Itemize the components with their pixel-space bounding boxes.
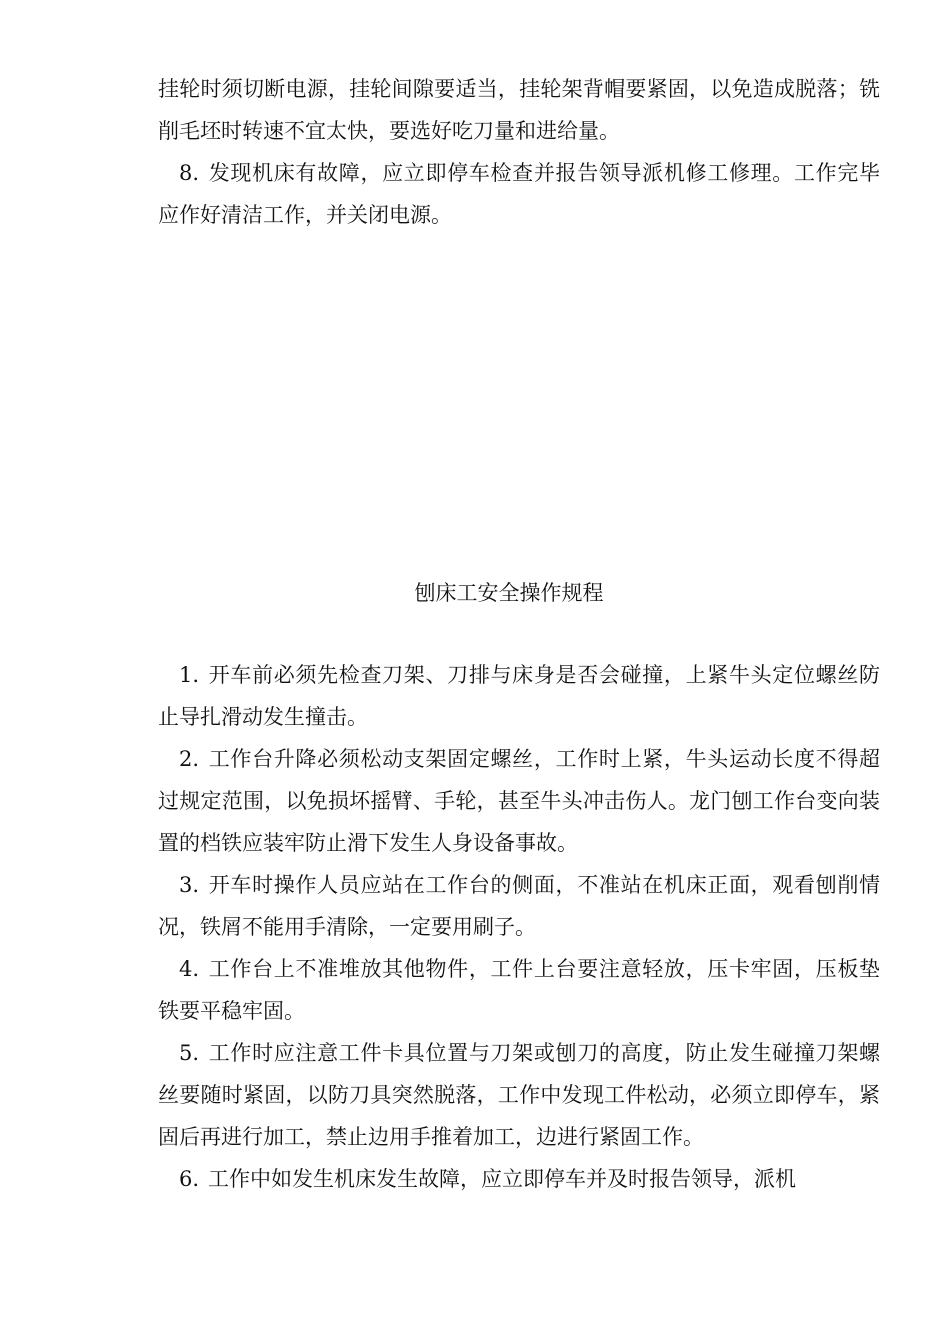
item-text: 发现机床有故障，应立即停车检查并报告领导派机修工修理。工作完毕应作好清洁工作，并关闭电源。 [158,161,880,227]
list-item [158,152,880,236]
list-item [158,1158,880,1200]
list-item [158,654,880,738]
continuation-paragraph: 挂轮时须切断电源，挂轮间隙要适当，挂轮架背帽要紧固，以免造成脱落；铣削毛坯时转速不宜太快，要选好吃刀量和进给量。 [158,77,880,143]
item-text: 工作中如发生机床发生故障，应立即停车并及时报告领导，派机 [208,1167,797,1191]
item-number: 1. [179,663,200,687]
list-item [158,1032,880,1158]
item-text: 工作台上不准堆放其他物件，工件上台要注意轻放，压卡牢固，压板垫铁要平稳牢固。 [158,957,880,1023]
item-number: 6. [179,1167,200,1191]
item-number: 5. [179,1041,200,1065]
page-title: 刨床工安全操作规程 [414,581,604,605]
rules-list [158,654,880,1200]
previous-section [158,68,880,236]
item-number: 2. [179,747,200,771]
list-item [158,948,880,1032]
item-number: 3. [179,873,200,897]
item-text: 开车前必须先检查刀架、刀排与床身是否会碰撞，上紧牛头定位螺丝防止导扎滑动发生撞击。 [158,663,880,729]
item-number: 4. [179,957,200,981]
item-text: 工作时应注意工件卡具位置与刀架或刨刀的高度，防止发生碰撞刀架螺丝要随时紧固，以防刀具突然脱落，工作中发现工件松动，必须立即停车，紧固后再进行加工，禁止边用手推着加工，边进行紧固工作。 [158,1041,880,1149]
list-item [158,738,880,864]
item-text: 工作台升降必须松动支架固定螺丝，工作时上紧，牛头运动长度不得超过规定范围，以免损坏摇臂、手轮，甚至牛头冲击伤人。龙门刨工作台变向装置的档铁应装牢防止滑下发生人身设备事故。 [158,747,880,855]
item-number: 8. [179,161,200,185]
item-text: 开车时操作人员应站在工作台的侧面，不准站在机床正面，观看刨削情况，铁屑不能用手清除，一定要用刷子。 [158,873,880,939]
list-item [158,864,880,948]
